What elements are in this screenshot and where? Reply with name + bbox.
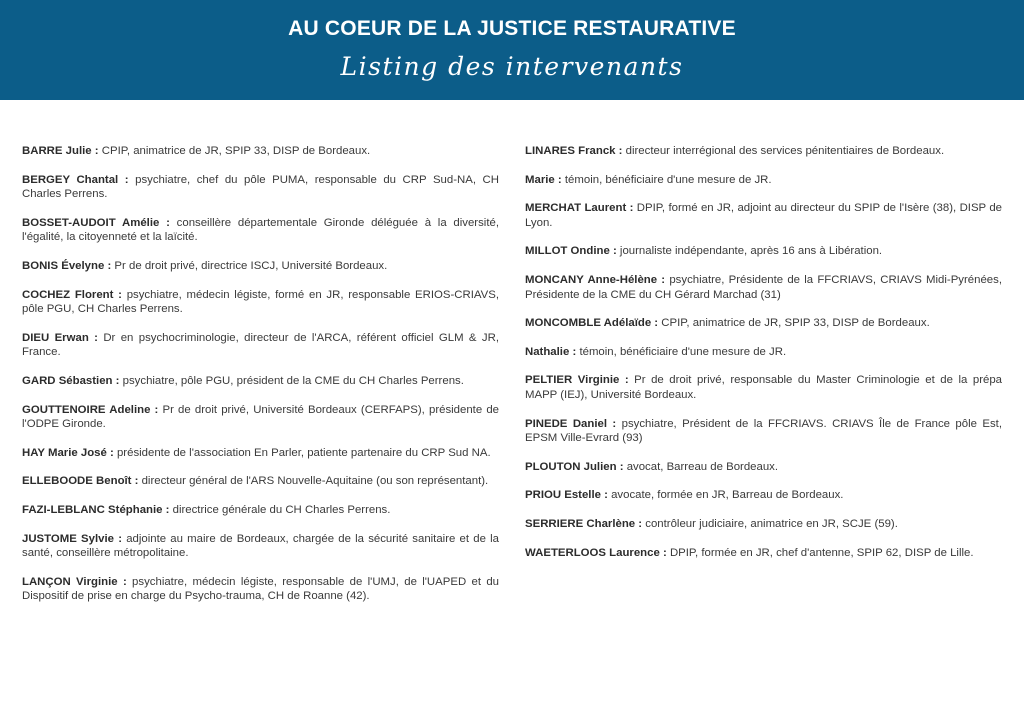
speaker-entry	[22, 575, 499, 604]
speaker-name: ELLEBOODE Benoît :	[22, 475, 139, 488]
speaker-entry	[22, 216, 499, 245]
speaker-name: BONIS Évelyne :	[22, 259, 112, 272]
speaker-entry	[525, 546, 1002, 561]
speaker-entry	[22, 288, 499, 317]
speaker-name: MERCHAT Laurent :	[525, 202, 634, 215]
speaker-description: journaliste indépendante, après 16 ans à Libération.	[616, 245, 883, 258]
speaker-name: GOUTTENOIRE Adeline :	[22, 403, 159, 416]
speaker-description: directeur général de l'ARS Nouvelle-Aquitaine (ou son représentant).	[138, 475, 489, 488]
speaker-description: CPIP, animatrice de JR, SPIP 33, DISP de Bordeaux.	[658, 317, 930, 330]
speaker-name: PRIOU Estelle :	[525, 489, 608, 502]
speaker-entry	[22, 446, 499, 461]
speaker-name: JUSTOME Sylvie :	[22, 532, 122, 545]
speaker-description: psychiatre, médecin légiste, formé en JR, responsable ERIOS-CRIAVS, pôle PGU, CH Charles Perrens.	[22, 288, 499, 316]
speaker-name: DIEU Erwan :	[22, 331, 98, 344]
speaker-name: FAZI-LEBLANC Stéphanie :	[22, 503, 170, 516]
speaker-description: avocat, Barreau de Bordeaux.	[623, 460, 779, 473]
speaker-name: Marie :	[525, 173, 562, 186]
speaker-name: SERRIERE Charlène :	[525, 517, 643, 530]
speaker-entry	[525, 244, 1002, 259]
speaker-entry	[22, 144, 499, 159]
speaker-description: psychiatre, Président de la FFCRIAVS. CRIAVS Île de France pôle Est, EPSM Ville-Evrard (93)	[525, 417, 1003, 445]
page-subtitle: Listing des intervenants	[340, 52, 684, 81]
speaker-name: COCHEZ Florent :	[22, 288, 122, 301]
speaker-entry	[525, 345, 1002, 360]
page-header	[0, 0, 1024, 100]
speaker-entry	[22, 532, 499, 561]
speaker-name: GARD Sébastien :	[22, 374, 120, 387]
speaker-entry	[22, 403, 499, 432]
speaker-entry	[22, 474, 499, 489]
speaker-name: PINEDE Daniel :	[525, 417, 617, 430]
speaker-entry	[22, 374, 499, 389]
speaker-description: Pr de droit privé, Université Bordeaux (CERFAPS), présidente de l'ODPE Gironde.	[22, 403, 499, 431]
speaker-entry	[22, 173, 499, 202]
page-title: AU COEUR DE LA JUSTICE RESTAURATIVE	[288, 17, 736, 40]
speaker-entry	[525, 373, 1002, 402]
speaker-description: Pr de droit privé, responsable du Master Criminologie et de la prépa MAPP (IEJ), Université Bordeaux.	[525, 374, 1002, 401]
speaker-name: HAY Marie José :	[22, 446, 114, 459]
speakers-column-right	[525, 144, 1002, 560]
speaker-description: présidente de l'association En Parler, patiente partenaire du CRP Sud NA.	[113, 446, 491, 459]
speaker-entry	[525, 144, 1002, 159]
speaker-description: témoin, bénéficiaire d'une mesure de JR.	[561, 173, 772, 186]
speaker-description: Pr de droit privé, directrice ISCJ, Université Bordeaux.	[111, 259, 388, 272]
speaker-name: MONCANY Anne-Hélène :	[525, 273, 666, 286]
speaker-description: avocate, formée en JR, Barreau de Bordeaux.	[607, 489, 844, 502]
speaker-description: psychiatre, Présidente de la FFCRIAVS, CRIAVS Midi-Pyrénées, Présidente de la CME du CH Gérard Marchad (31)	[525, 273, 1002, 301]
speaker-description: DPIP, formé en JR, adjoint au directeur du SPIP de l'Isère (38), DISP de Lyon.	[525, 202, 1002, 229]
speaker-name: MILLOT Ondine :	[525, 245, 617, 258]
speaker-name: LANÇON Virginie :	[22, 575, 127, 588]
speaker-description: adjointe au maire de Bordeaux, chargée de la sécurité sanitaire et de la santé, conseillère métropolitaine.	[22, 532, 499, 560]
speaker-description: contrôleur judiciaire, animatrice en JR, SCJE (59).	[642, 517, 898, 530]
speaker-entry	[525, 273, 1002, 302]
speaker-description: conseillère départementale Gironde déléguée à la diversité, l'égalité, la citoyenneté et la laïcité.	[22, 216, 499, 244]
speaker-name: WAETERLOOS Laurence :	[525, 546, 667, 559]
speaker-description: CPIP, animatrice de JR, SPIP 33, DISP de Bordeaux.	[98, 145, 371, 157]
speaker-entry	[525, 488, 1002, 503]
speaker-description: directeur interrégional des services pénitentiaires de Bordeaux.	[622, 145, 945, 157]
speaker-entry	[22, 259, 499, 274]
speaker-name: BOSSET-AUDOIT Amélie :	[22, 216, 170, 229]
speaker-entry	[525, 417, 1002, 446]
speaker-description: psychiatre, pôle PGU, président de la CME du CH Charles Perrens.	[119, 374, 464, 387]
speaker-description: psychiatre, chef du pôle PUMA, responsable du CRP Sud-NA, CH Charles Perrens.	[22, 173, 499, 201]
speaker-entry	[22, 331, 499, 360]
speaker-entry	[525, 517, 1002, 532]
speaker-name: BERGEY Chantal :	[22, 173, 129, 186]
speaker-description: Dr en psychocriminologie, directeur de l'ARCA, référent officiel GLM & JR, France.	[22, 331, 499, 359]
speaker-name: LINARES Franck :	[525, 145, 623, 157]
speaker-entry	[525, 316, 1002, 331]
speaker-name: MONCOMBLE Adélaïde :	[525, 317, 659, 330]
speaker-entry	[525, 460, 1002, 475]
speaker-name: Nathalie :	[525, 345, 577, 358]
speaker-name: PELTIER Virginie :	[525, 374, 629, 387]
speakers-column-left	[22, 144, 499, 604]
speaker-entry	[525, 173, 1002, 188]
speaker-description: DPIP, formée en JR, chef d'antenne, SPIP 62, DISP de Lille.	[666, 546, 974, 559]
speaker-entry	[22, 503, 499, 518]
speaker-entry	[525, 201, 1002, 230]
speaker-description: témoin, bénéficiaire d'une mesure de JR.	[576, 345, 787, 358]
speaker-description: psychiatre, médecin légiste, responsable de l'UMJ, de l'UAPED et du Dispositif de prise en charge du Psycho-trauma, CH de Roanne (42).	[22, 575, 499, 603]
speaker-name: PLOUTON Julien :	[525, 460, 624, 473]
speaker-description: directrice générale du CH Charles Perrens.	[169, 503, 391, 516]
speaker-name: BARRE Julie :	[22, 145, 99, 157]
